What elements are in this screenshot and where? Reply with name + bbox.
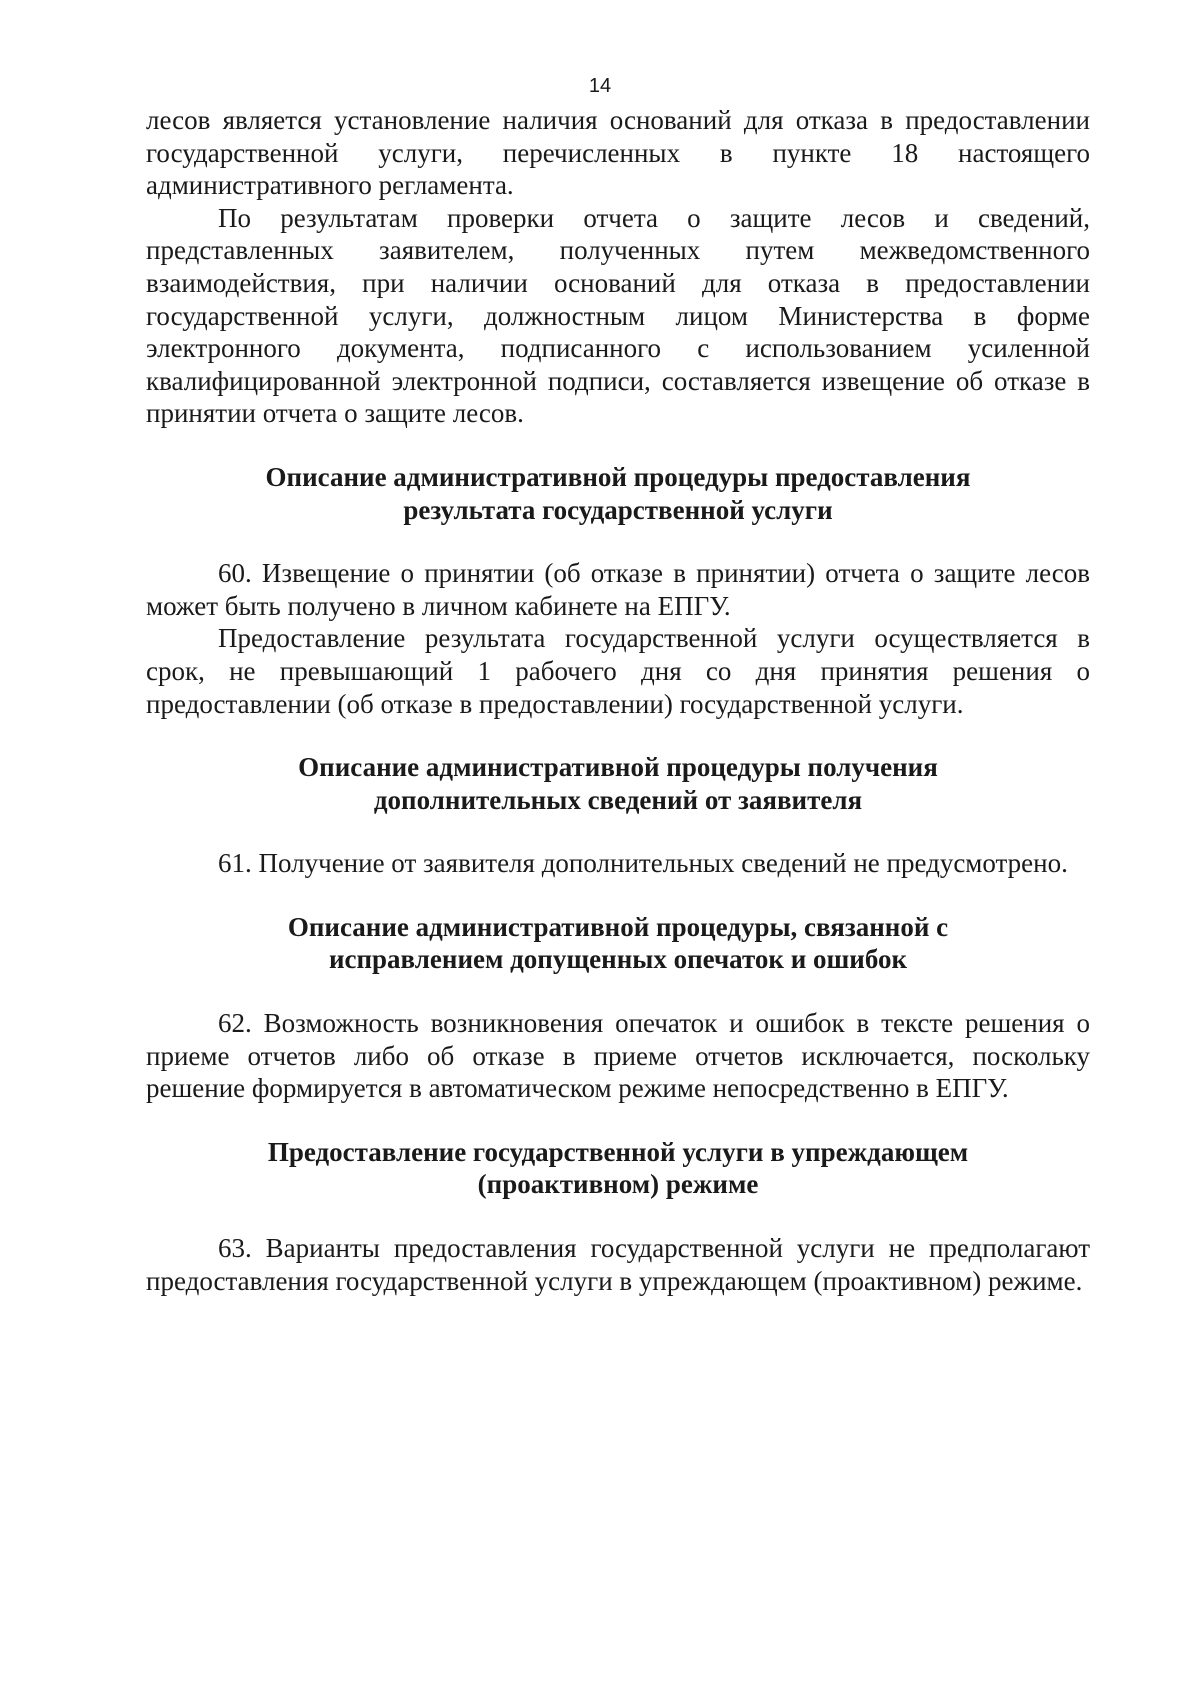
heading-line: Описание административной процедуры предоставления xyxy=(265,461,971,492)
section-heading-additional-info xyxy=(146,751,1090,816)
paragraph-63: 63. Варианты предоставления государственной услуги не предполагают предоставления государственной услуги в упреждающем (проактивном) режиме. xyxy=(146,1233,1090,1296)
heading-line: результата государственной услуги xyxy=(403,494,833,525)
heading-line: исправлением допущенных опечаток и ошибок xyxy=(328,944,908,975)
page-number: 14 xyxy=(588,75,612,97)
paragraph-verification-results: По результатам проверки отчета о защите лесов и сведений, представленных заявителем, полученных путем межведомственного взаимодействия, при наличии оснований для отказа в предоставлении государственной услуги, должностным лицом Министерства в форме электронного документа, подписанного с использованием усиленной квалифицированной электронной подписи, составляется извещение об отказе в принятии отчета о защите лесов. xyxy=(146,202,1090,429)
paragraph-60: 60. Извещение о принятии (об отказе в принятии) отчета о защите лесов может быть получено в личном кабинете на ЕПГУ. xyxy=(146,558,1090,621)
section-heading-typo-correction xyxy=(146,911,1090,976)
section-heading-result-delivery xyxy=(146,461,1090,526)
heading-line: Описание административной процедуры, связанной с xyxy=(287,911,949,942)
heading-line: Предоставление государственной услуги в упреждающем xyxy=(267,1136,969,1167)
heading-line: (проактивном) режиме xyxy=(477,1169,759,1200)
paragraph-62: 62. Возможность возникновения опечаток и ошибок в тексте решения о приеме отчетов либо об отказе в приеме отчетов исключается, поскольку решение формируется в автоматическом режиме непосредственно в ЕПГУ. xyxy=(146,1008,1090,1104)
section-heading-proactive-mode xyxy=(146,1136,1090,1201)
paragraph-continuation: лесов является установление наличия оснований для отказа в предоставлении государственной услуги, перечисленных в пункте 18 настоящего административного регламента. xyxy=(146,105,1090,201)
heading-line: Описание административной процедуры получения xyxy=(298,752,938,783)
paragraph-60-continued: Предоставление результата государственной услуги осуществляется в срок, не превышающий 1 рабочего дня со дня принятия решения о предоставлении (об отказе в предоставлении) государственной услуги. xyxy=(146,623,1090,719)
heading-line: дополнительных сведений от заявителя xyxy=(373,784,863,815)
document-body xyxy=(146,104,1090,1297)
paragraph-61: 61. Получение от заявителя дополнительных сведений не предусмотрено. xyxy=(218,848,1068,879)
